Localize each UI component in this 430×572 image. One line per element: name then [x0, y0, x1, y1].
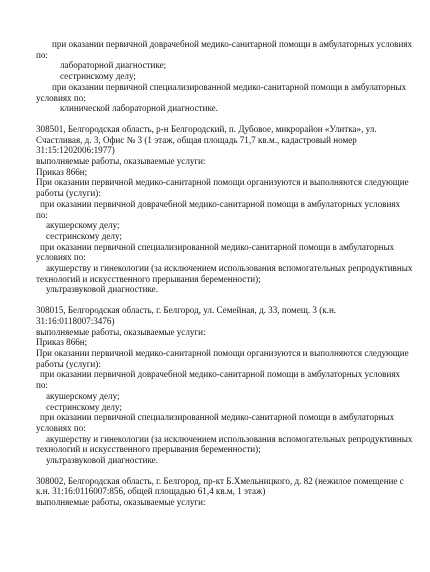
services-continuation-section — [36, 39, 430, 114]
address-line: Счастливая, д. 3, Офис № 3 (1 этаж, общая площадь 71,7 кв.м., кадастровый номер — [36, 134, 357, 145]
service-item: сестринскому делу; — [60, 71, 136, 82]
prehospital-care-line: при оказании первичной доврачебной медико-санитарной помощи в амбулаторных условиях — [52, 39, 413, 49]
service-item-continuation: технологий и искусственного прерывания беременности); — [36, 444, 261, 455]
address-line: 308002, Белгородская область, г. Белгород, пр-кт Б.Хмельницкого, д. 82 (нежилое помещение с — [36, 475, 404, 486]
services-intro-line: При оказании первичной медико-санитарной помощи организуются и выполняются следующие — [36, 177, 409, 188]
specialized-care-line: условиях по: — [36, 92, 86, 103]
specialized-care-line: условиях по: — [36, 252, 86, 263]
service-item: сестринскому делу; — [46, 401, 122, 412]
prehospital-care-line: при оказании первичной доврачебной медико-санитарной помощи в амбулаторных условиях — [40, 369, 401, 380]
works-label: выполняемые работы, оказываемые услуги: — [36, 497, 206, 508]
prehospital-care-line: по: — [36, 49, 48, 60]
service-item: акушерству и гинекологии (за исключением использования вспомогательных репродуктивных — [46, 433, 413, 444]
address-line: 308501, Белгородская область, р-н Белгородский, п. Дубовое, микрорайон «Улитка», ул. — [36, 123, 377, 134]
address-section-308002 — [36, 476, 430, 508]
order-reference: Приказ 866н; — [36, 166, 88, 177]
service-item: лабораторной диагностике; — [60, 60, 167, 71]
specialized-care-line: условиях по: — [36, 422, 86, 433]
service-item: акушерскому делу; — [46, 390, 120, 401]
order-reference: Приказ 866н; — [36, 337, 88, 348]
service-item: ультразвуковой диагностике. — [46, 284, 158, 295]
prehospital-care-line: по: — [36, 380, 48, 391]
services-intro-line: работы (услуги): — [36, 358, 101, 369]
address-section-308015 — [36, 305, 430, 466]
service-item: клинической лабораторной диагностике. — [60, 103, 218, 114]
address-line: 31:15:1202006:1977) — [36, 145, 115, 156]
service-item: ультразвуковой диагностике. — [46, 455, 158, 466]
service-item: акушерскому делу; — [46, 220, 120, 231]
specialized-care-line: при оказании первичной специализированной медико-санитарной помощи в амбулаторных — [52, 81, 407, 92]
prehospital-care-line: при оказании первичной доврачебной медико-санитарной помощи в амбулаторных условиях — [40, 198, 401, 209]
address-line: к.н. 31:16:0116007:856, общей площадью 61,4 кв.м, 1 этаж) — [36, 486, 266, 497]
address-section-308501 — [36, 124, 430, 295]
service-item: акушерству и гинекологии (за исключением использования вспомогательных репродуктивных — [46, 263, 413, 274]
specialized-care-line: при оказании первичной специализированной медико-санитарной помощи в амбулаторных — [40, 241, 395, 252]
services-intro-line: работы (услуги): — [36, 188, 101, 199]
services-intro-line: При оказании первичной медико-санитарной помощи организуются и выполняются следующие — [36, 347, 409, 358]
specialized-care-line: при оказании первичной специализированной медико-санитарной помощи в амбулаторных — [40, 412, 395, 423]
service-item-continuation: технологий и искусственного прерывания беременности); — [36, 273, 261, 284]
prehospital-care-line: по: — [36, 209, 48, 220]
works-label: выполняемые работы, оказываемые услуги: — [36, 156, 206, 167]
address-line: 31:16:0118007:3476) — [36, 315, 115, 326]
address-line: 308015, Белгородская область, г. Белгород, ул. Семейная, д. 33, помещ. 3 (к.н. — [36, 305, 337, 316]
works-label: выполняемые работы, оказываемые услуги: — [36, 326, 206, 337]
service-item: сестринскому делу; — [46, 230, 122, 241]
